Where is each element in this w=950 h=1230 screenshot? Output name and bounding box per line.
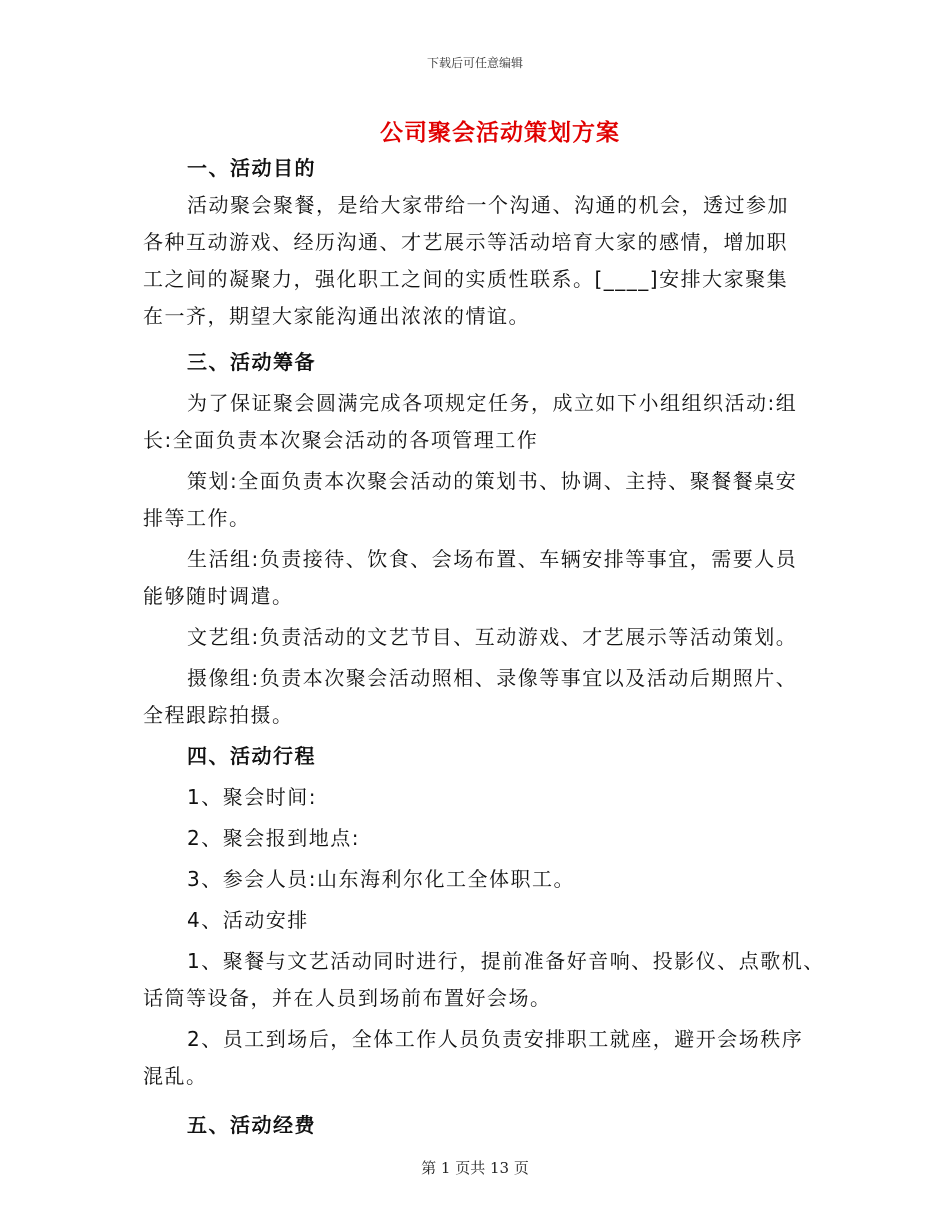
paragraph-line: 为了保证聚会圆满完成各项规定任务，成立如下小组组织活动:组 — [187, 391, 798, 415]
paragraph-line: 混乱。 — [143, 1064, 208, 1088]
paragraph-line: 各种互动游戏、经历沟通、才艺展示等活动培育大家的感情，增加职 — [143, 230, 788, 254]
paragraph-line: 排等工作。 — [143, 506, 251, 530]
paragraph-line: 2、员工到场后，全体工作人员负责安排职工就座，避开会场秩序 — [187, 1027, 804, 1051]
section-heading-preparation: 三、活动筹备 — [187, 350, 316, 374]
paragraph-line: 长:全面负责本次聚会活动的各项管理工作 — [143, 428, 539, 452]
paragraph-line: 工之间的凝聚力，强化职工之间的实质性联系。[____]安排大家聚集 — [143, 267, 789, 291]
document-body — [143, 150, 823, 1144]
list-item: 4、活动安排 — [187, 908, 309, 932]
list-item: 1、聚会时间: — [187, 785, 317, 809]
paragraph-line: 1、聚餐与文艺活动同时进行，提前准备好音响、投影仪、点歌机、 — [187, 949, 825, 973]
paragraph-line: 能够随时调遣。 — [143, 584, 294, 608]
paragraph-line: 策划:全面负责本次聚会活动的策划书、协调、主持、聚餐餐桌安 — [187, 469, 798, 493]
document-title: 公司聚会活动策划方案 — [380, 119, 620, 146]
page-footer: 第 1 页共 13 页 — [421, 1159, 529, 1177]
paragraph-line: 文艺组:负责活动的文艺节目、互动游戏、才艺展示等活动策划。 — [187, 625, 798, 649]
header-note: 下载后可任意编辑 — [426, 56, 523, 70]
paragraph-line: 全程跟踪拍摄。 — [143, 703, 294, 727]
paragraph-line: 话筒等设备，并在人员到场前布置好会场。 — [143, 986, 552, 1010]
paragraph-line: 活动聚会聚餐，是给大家带给一个沟通、沟通的机会，透过参加 — [187, 193, 789, 217]
paragraph-line: 生活组:负责接待、饮食、会场布置、车辆安排等事宜，需要人员 — [187, 547, 798, 571]
paragraph-line: 在一齐，期望大家能沟通出浓浓的情谊。 — [143, 304, 530, 328]
paragraph-line: 摄像组:负责本次聚会活动照相、录像等事宜以及活动后期照片、 — [187, 666, 798, 690]
list-item: 2、聚会报到地点: — [187, 826, 360, 850]
list-item: 3、参会人员:山东海利尔化工全体职工。 — [187, 867, 575, 891]
section-heading-purpose: 一、活动目的 — [187, 156, 316, 180]
section-heading-schedule: 四、活动行程 — [187, 744, 316, 768]
section-heading-budget: 五、活动经费 — [187, 1113, 316, 1137]
